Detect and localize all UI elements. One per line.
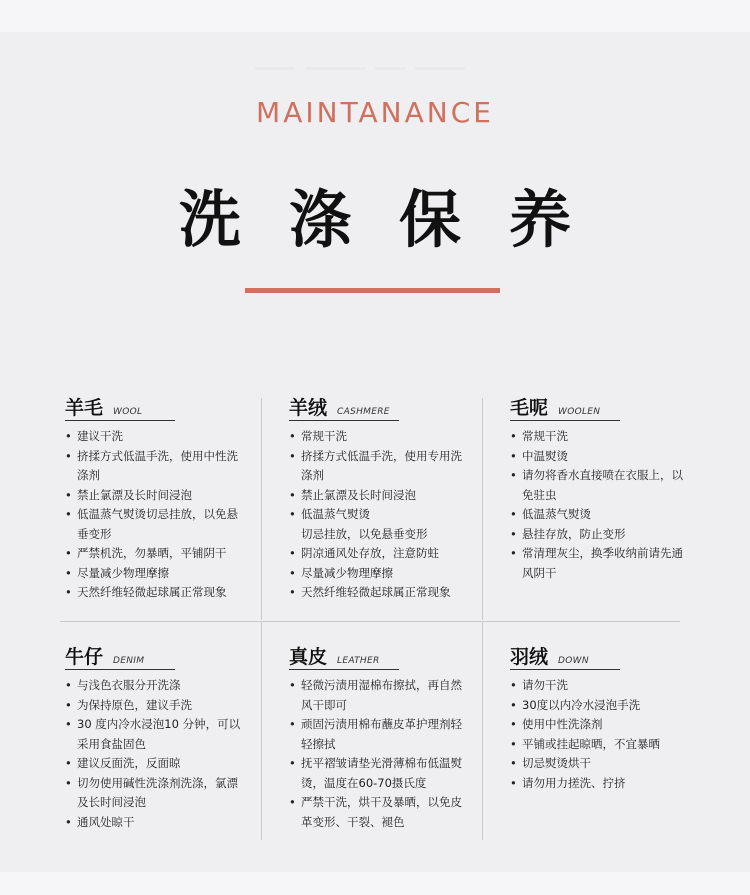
- care-list: [65, 427, 245, 603]
- care-item: • 30度以内冷水浸泡手洗: [510, 696, 685, 716]
- accent-divider: [245, 288, 500, 293]
- grid-divider-vertical-1: [261, 398, 262, 620]
- card-title-en: WOOLEN: [558, 407, 601, 417]
- card-underline: [65, 669, 175, 670]
- care-item: • 与浅色衣服分开洗涤: [65, 676, 245, 696]
- card-title-cn: 羊绒: [289, 397, 328, 419]
- care-item: • 阴凉通风处存放，注意防蛀: [289, 544, 467, 564]
- decorative-faint-text: [255, 58, 495, 72]
- card-title-cn: 羊毛: [65, 397, 104, 419]
- care-list: [289, 427, 467, 603]
- card-title-cn: 牛仔: [65, 646, 104, 668]
- card-title-en: LEATHER: [337, 656, 380, 666]
- care-card-woolen: [510, 393, 685, 583]
- grid-divider-horizontal: [60, 621, 680, 622]
- care-item: • 挤揉方式低温手洗，使用中性洗涤剂: [65, 447, 245, 486]
- care-item: • 建议反面洗，反面晾: [65, 754, 245, 774]
- care-item: • 禁止氯漂及长时间浸泡: [65, 486, 245, 506]
- care-list: [510, 427, 685, 583]
- care-item: • 严禁机洗，勿暴晒，平铺阴干: [65, 544, 245, 564]
- care-item: • 常规干洗: [510, 427, 685, 447]
- subtitle-en: MAINTANANCE: [256, 96, 494, 129]
- card-title-en: DOWN: [558, 656, 589, 666]
- card-title-en: WOOL: [113, 407, 143, 417]
- care-item: • 顽固污渍用棉布蘸皮革护理剂轻轻擦拭: [289, 715, 467, 754]
- care-item: • 为保持原色，建议手洗: [65, 696, 245, 716]
- care-card-down: [510, 642, 685, 793]
- care-item: • 低温蒸气熨烫切忌挂放，以免悬垂变形: [65, 505, 245, 544]
- care-item: • 挤揉方式低温手洗，使用专用洗涤剂: [289, 447, 467, 486]
- care-list: [510, 676, 685, 793]
- card-underline: [289, 669, 399, 670]
- care-item: • 抚平褶皱请垫光滑薄棉布低温熨烫，温度在60-70摄氏度: [289, 754, 467, 793]
- care-card-denim: [65, 642, 245, 832]
- care-item: • 常清理灰尘，换季收纳前请先通风阴干: [510, 544, 685, 583]
- care-item: • 尽量减少物理摩擦: [65, 564, 245, 584]
- care-list: [289, 676, 467, 832]
- card-underline: [510, 669, 620, 670]
- care-item: • 低温蒸气熨烫 切忌挂放，以免悬垂变形: [289, 505, 467, 544]
- care-item: • 请勿用力搓洗、拧挤: [510, 774, 685, 794]
- care-item: • 请勿干洗: [510, 676, 685, 696]
- care-card-wool: [65, 393, 245, 603]
- care-item: • 中温熨烫: [510, 447, 685, 467]
- page-title: 洗涤保养: [178, 183, 619, 256]
- care-item: • 常规干洗: [289, 427, 467, 447]
- care-item: • 切勿使用碱性洗涤剂洗涤，氯漂及长时间浸泡: [65, 774, 245, 813]
- grid-divider-vertical-3: [261, 622, 262, 840]
- card-title-cn: 毛呢: [510, 397, 549, 419]
- care-item: • 建议干洗: [65, 427, 245, 447]
- care-list: [65, 676, 245, 832]
- card-underline: [510, 420, 620, 421]
- care-item: • 使用中性洗涤剂: [510, 715, 685, 735]
- care-item: • 尽量减少物理摩擦: [289, 564, 467, 584]
- card-underline: [289, 420, 399, 421]
- card-title-en: DENIM: [113, 656, 145, 666]
- care-item: • 平铺或挂起晾晒，不宜暴晒: [510, 735, 685, 755]
- grid-divider-vertical-4: [482, 622, 483, 840]
- care-item: • 禁止氯漂及长时间浸泡: [289, 486, 467, 506]
- care-item: • 通风处晾干: [65, 813, 245, 833]
- care-item: • 严禁干洗，烘干及暴晒，以免皮革变形、干裂、褪色: [289, 793, 467, 832]
- care-item: • 低温蒸气熨烫: [510, 505, 685, 525]
- care-item: • 30 度内冷水浸泡10 分钟，可以采用食盐固色: [65, 715, 245, 754]
- care-item: • 请勿将香水直接喷在衣服上，以免驻虫: [510, 466, 685, 505]
- grid-divider-vertical-2: [482, 398, 483, 620]
- care-item: • 天然纤维轻微起球属正常现象: [289, 583, 467, 603]
- care-card-cashmere: [289, 393, 467, 603]
- card-title-en: CASHMERE: [337, 407, 390, 417]
- card-title-cn: 真皮: [289, 646, 328, 668]
- card-title-cn: 羽绒: [510, 646, 549, 668]
- care-item: • 悬挂存放，防止变形: [510, 525, 685, 545]
- care-card-leather: [289, 642, 467, 832]
- care-item: • 切忌熨烫烘干: [510, 754, 685, 774]
- care-item: • 轻微污渍用湿棉布擦拭，再自然风干即可: [289, 676, 467, 715]
- card-underline: [65, 420, 175, 421]
- care-item: • 天然纤维轻微起球属正常现象: [65, 583, 245, 603]
